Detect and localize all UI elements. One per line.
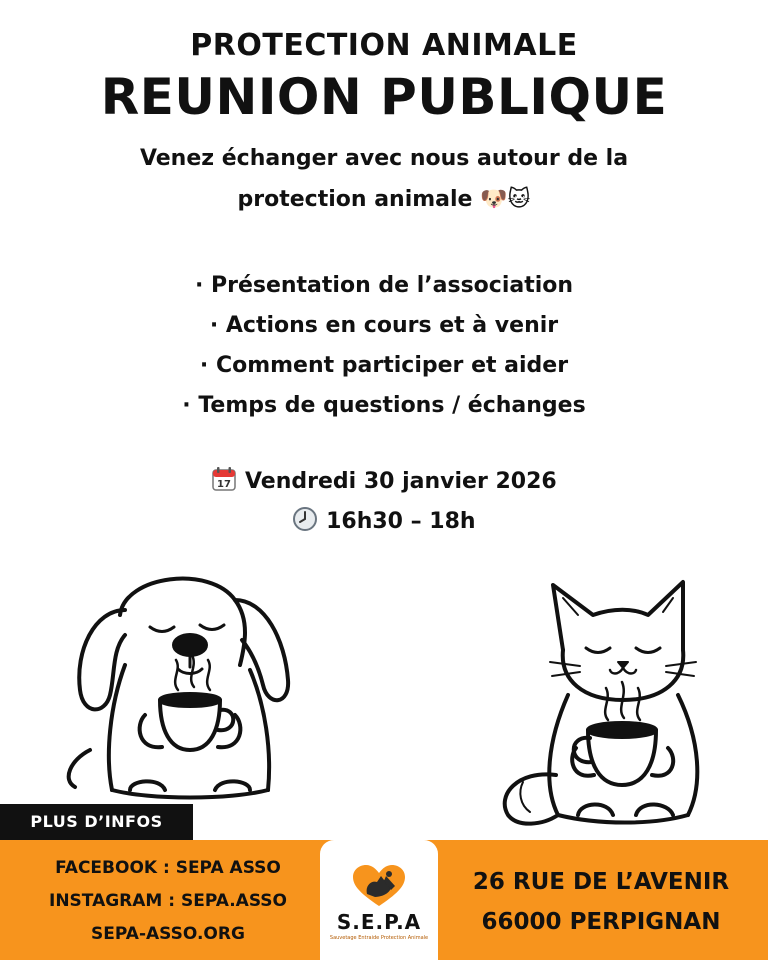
footer-band — [0, 840, 768, 960]
agenda-item: · Temps de questions / échanges — [0, 386, 768, 426]
logo-tagline: Sauvetage Entraide Protection Animale — [329, 935, 429, 941]
subtitle-text: protection animale — [237, 187, 473, 212]
website-link[interactable]: SEPA-ASSO.ORG — [91, 924, 245, 944]
clock-icon — [292, 506, 318, 538]
facebook-link[interactable]: FACEBOOK : SEPA ASSO — [55, 858, 281, 878]
agenda-item: · Comment participer et aider — [0, 346, 768, 386]
calendar-icon — [211, 466, 237, 498]
logo-text: S.E.P.A — [336, 910, 422, 934]
subtitle-line-2 — [0, 187, 768, 212]
contact-list — [18, 852, 318, 951]
event-headline: REUNION PUBLIQUE — [100, 68, 668, 126]
date-text: Vendredi 30 janvier 2026 — [244, 469, 557, 494]
subtitle-line-1: Venez échanger avec nous autour de la — [139, 146, 629, 171]
agenda-item: · Présentation de l’association — [0, 266, 768, 306]
svg-text:17: 17 — [217, 479, 232, 490]
heart-paw-icon — [351, 864, 407, 908]
event-date — [0, 466, 768, 498]
event-kicker: PROTECTION ANIMALE — [190, 28, 578, 63]
agenda-item: · Actions en cours et à venir — [0, 306, 768, 346]
agenda-list — [0, 266, 768, 426]
dog-coffee-illustration — [50, 555, 310, 805]
instagram-link[interactable]: INSTAGRAM : SEPA.ASSO — [49, 891, 287, 911]
event-time — [0, 506, 768, 538]
cat-coffee-illustration — [468, 570, 728, 832]
more-info-tag: PLUS D’INFOS — [0, 804, 193, 840]
sepa-logo — [320, 840, 438, 960]
address-city: 66000 PERPIGNAN — [481, 909, 721, 935]
dog-cat-emoji-icon: 🐶🐱 — [480, 187, 531, 212]
address-street: 26 RUE DE L’AVENIR — [472, 869, 730, 895]
address-block — [446, 862, 756, 942]
time-text: 16h30 – 18h — [326, 509, 476, 534]
